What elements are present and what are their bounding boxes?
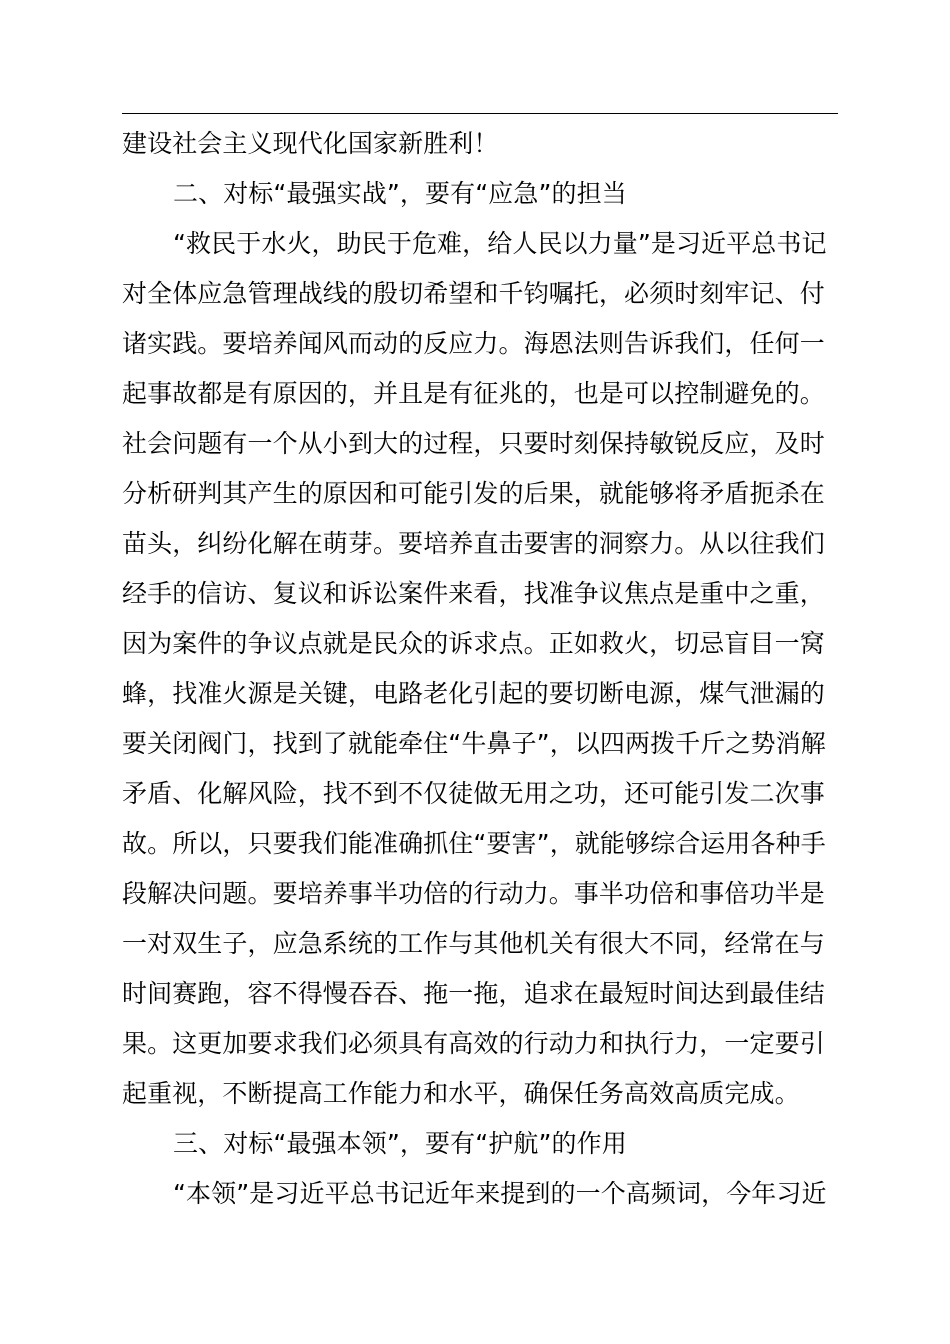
body-line: 要关闭阀门，找到了就能牵住“牛鼻子”，以四两拨千斤之势消解 (122, 729, 826, 758)
body-line: 苗头，纠纷化解在萌芽。要培养直击要害的洞察力。从以往我们 (122, 529, 825, 558)
body-line: 起重视，不断提高工作能力和水平，确保任务高效高质完成。 (122, 1079, 800, 1108)
body-line: 分析研判其产生的原因和可能引发的后果，就能够将矛盾扼杀在 (122, 479, 825, 508)
body-line: 时间赛跑，容不得慢吞吞、拖一拖，追求在最短时间达到最佳结 (122, 979, 825, 1008)
body-line: 果。这更加要求我们必须具有高效的行动力和执行力，一定要引 (122, 1029, 825, 1058)
paragraph-first-line: “救民于水火，助民于危难，给人民以力量”是习近平总书记 (173, 229, 827, 258)
body-line: 起事故都是有原因的，并且是有征兆的，也是可以控制避免的。 (122, 379, 825, 408)
paragraph-first-line: “本领”是习近平总书记近年来提到的一个高频词，今年习近 (173, 1179, 827, 1208)
body-line: 经手的信访、复议和诉讼案件来看，找准争议焦点是重中之重， (122, 579, 825, 608)
section-heading-3: 三、对标“最强本领”，要有“护航”的作用 (173, 1129, 627, 1158)
body-line: 蜂，找准火源是关键，电路老化引起的要切断电源，煤气泄漏的 (122, 679, 825, 708)
body-line: 故。所以，只要我们能准确抓住“要害”，就能够综合运用各种手 (122, 829, 826, 858)
body-line: 段解决问题。要培养事半功倍的行动力。事半功倍和事倍功半是 (122, 879, 825, 908)
body-line: 矛盾、化解风险，找不到不仅徒做无用之功，还可能引发二次事 (122, 779, 825, 808)
body-line: 因为案件的争议点就是民众的诉求点。正如救火，切忌盲目一窝 (122, 629, 825, 658)
header-rule (122, 113, 838, 114)
body-line: 社会问题有一个从小到大的过程，只要时刻保持敏锐反应，及时 (122, 429, 825, 458)
section-heading-2: 二、对标“最强实战”，要有“应急”的担当 (173, 179, 627, 208)
body-line: 建设社会主义现代化国家新胜利！ (122, 129, 499, 158)
body-line: 对全体应急管理战线的殷切希望和千钧嘱托，必须时刻牢记、付 (122, 279, 825, 308)
body-line: 一对双生子，应急系统的工作与其他机关有很大不同，经常在与 (122, 929, 825, 958)
body-line: 诸实践。要培养闻风而动的反应力。海恩法则告诉我们，任何一 (122, 329, 825, 358)
